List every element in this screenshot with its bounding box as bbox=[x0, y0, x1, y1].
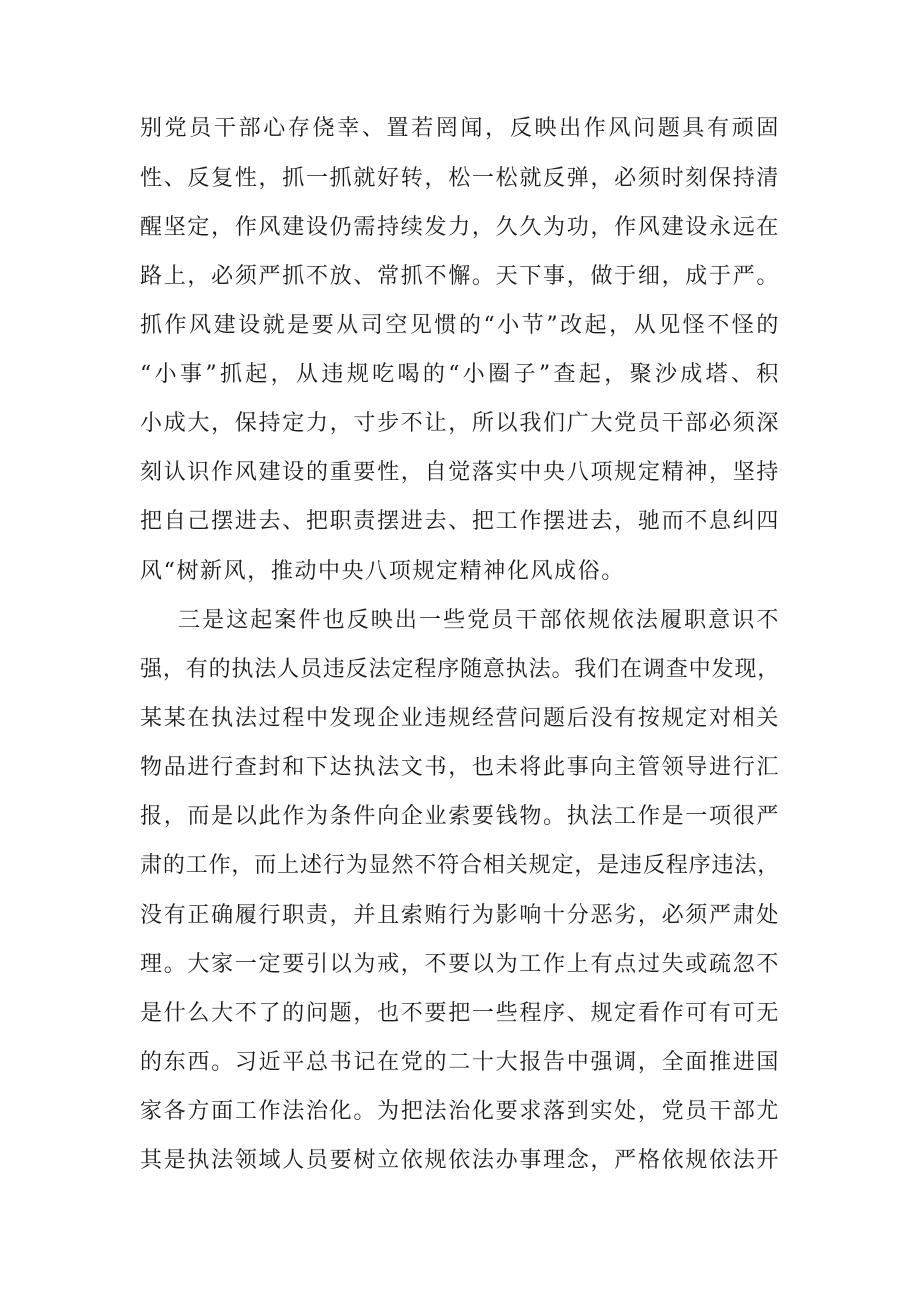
text-line: 物品进行查封和下达执法文书，也未将此事向主管领导进行汇 bbox=[140, 755, 780, 780]
text-line: 报，而是以此作为条件向企业索要钱物。执法工作是一项很严 bbox=[140, 804, 780, 829]
text-line: 醒坚定，作风建设仍需持续发力，久久为功，作风建设永远在 bbox=[140, 215, 780, 240]
text-line: 路上，必须严抓不放、常抓不懈。天下事，做于细，成于严。 bbox=[140, 264, 780, 289]
text-line: 小成大，保持定力，寸步不让，所以我们广大党员干部必须深 bbox=[140, 411, 780, 436]
paragraph-first-line: 三是这起案件也反映出一些党员干部依规依法履职意识不 bbox=[178, 608, 780, 633]
text-line: 的东西。习近平总书记在党的二十大报告中强调，全面推进国 bbox=[140, 1050, 780, 1075]
text-line: 把自己摆进去、把职责摆进去、把工作摆进去，驰而不息纠四 bbox=[140, 509, 780, 534]
text-line: 其是执法领域人员要树立依规依法办事理念，严格依规依法开 bbox=[140, 1148, 780, 1173]
text-line: 是什么大不了的问题，也不要把一些程序、规定看作可有可无 bbox=[140, 1001, 780, 1026]
text-line: 别党员干部心存侥幸、置若罔闻，反映出作风问题具有顽固 bbox=[140, 116, 780, 141]
text-line: 没有正确履行职责，并且索贿行为影响十分恶劣，必须严肃处 bbox=[140, 903, 780, 928]
text-line: “小事”抓起，从违规吃喝的“小圈子”查起，聚沙成塔、积 bbox=[140, 362, 780, 387]
text-line: 强，有的执法人员违反法定程序随意执法。我们在调查中发现， bbox=[140, 657, 780, 682]
text-line: 风“树新风，推动中央八项规定精神化风成俗。 bbox=[140, 559, 625, 584]
text-line: 肃的工作，而上述行为显然不符合相关规定，是违反程序违法， bbox=[140, 853, 780, 878]
text-line: 性、反复性，抓一抓就好转，松一松就反弹，必须时刻保持清 bbox=[140, 166, 780, 191]
text-line: 抓作风建设就是要从司空见惯的“小节”改起，从见怪不怪的 bbox=[140, 313, 780, 338]
text-line: 某某在执法过程中发现企业违规经营问题后没有按规定对相关 bbox=[140, 706, 780, 731]
text-line: 刻认识作风建设的重要性，自觉落实中央八项规定精神，坚持 bbox=[140, 460, 780, 485]
text-line: 家各方面工作法治化。为把法治化要求落到实处，党员干部尤 bbox=[140, 1099, 780, 1124]
text-line: 理。大家一定要引以为戒，不要以为工作上有点过失或疏忽不 bbox=[140, 952, 780, 977]
